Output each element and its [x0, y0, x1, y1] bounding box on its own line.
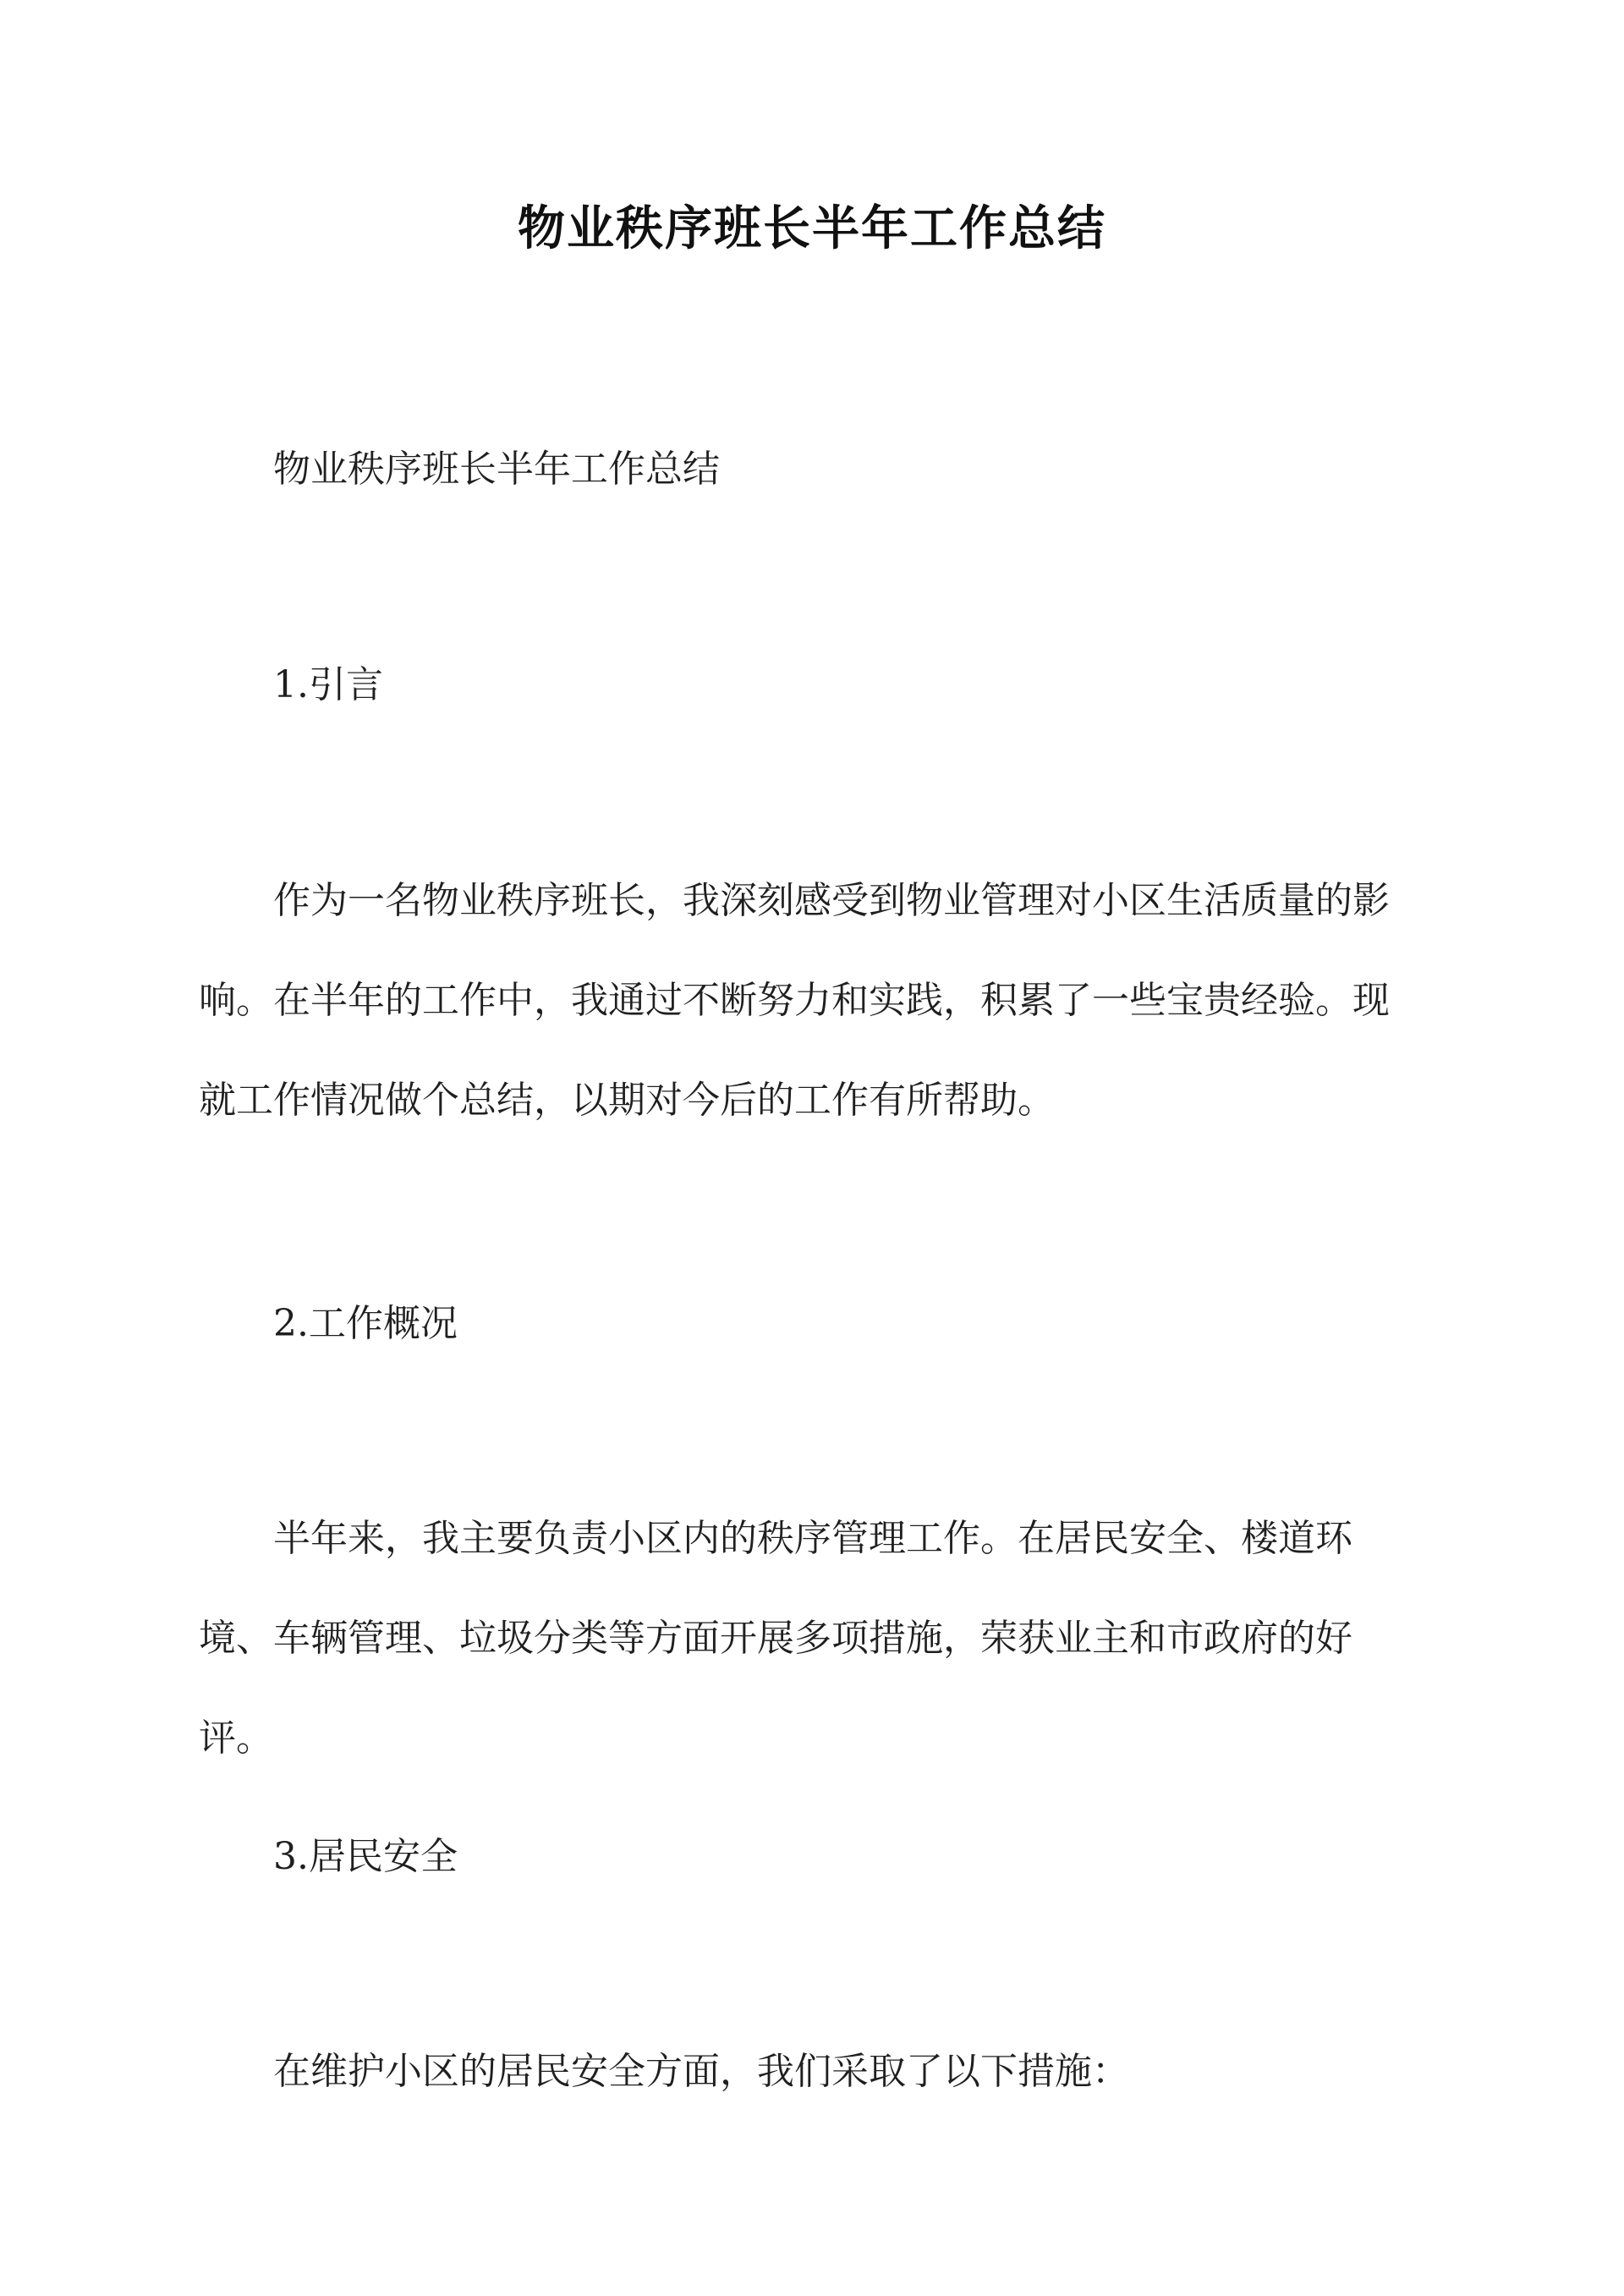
section-body-intro: 作为一名物业秩序班长，我深刻感受到物业管理对小区生活质量的影响。在半年的工作中，我通过不断努力和实践，积累了一些宝贵经验。现就工作情况做个总结，以期对今后的工作有所帮助。	[199, 879, 1390, 1122]
section-body-safety: 在维护小区的居民安全方面，我们采取了以下措施：	[273, 2050, 1129, 2093]
section-heading-intro: 1.引言	[273, 663, 383, 706]
section-heading-overview: 2.工作概况	[273, 1302, 458, 1345]
section-body-overview: 半年来，我主要负责小区内的秩序管理工作。在居民安全、楼道环境、车辆管理、垃圾分类等方面开展多项措施，荣获业主和市政府的好评。	[199, 1517, 1352, 1760]
section-heading-safety: 3.居民安全	[273, 1835, 458, 1878]
document-title: 物业秩序班长半年工作总结	[518, 200, 1106, 256]
document-subtitle: 物业秩序班长半年工作总结	[273, 448, 720, 491]
